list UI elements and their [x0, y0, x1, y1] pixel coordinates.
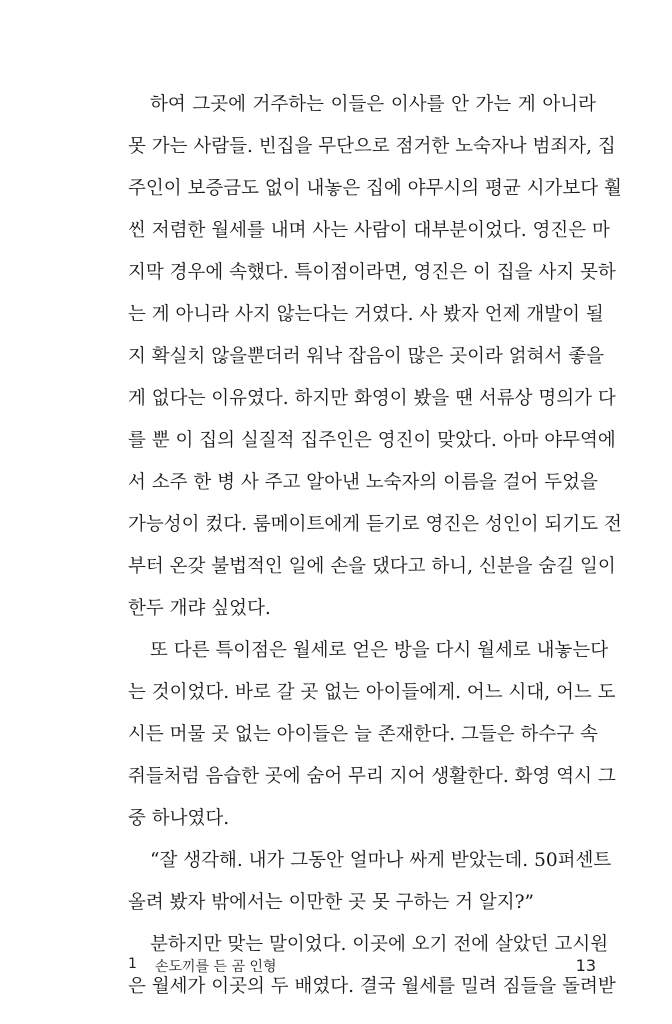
text-line: 주인이 보증금도 없이 내놓은 집에 야무시의 평균 시가보다 훨: [128, 178, 622, 199]
text-line: 지 확실치 않을뿐더러 워낙 잡음이 많은 곳이라 얽혀서 좋을: [128, 346, 604, 367]
text-line: 하여 그곳에 거주하는 이들은 이사를 안 가는 게 아니라: [150, 94, 596, 115]
text-line: 씬 저렴한 월세를 내며 사는 사람이 대부분이었다. 영진은 마: [128, 220, 610, 241]
text-line: 한두 개랴 싶었다.: [128, 598, 271, 619]
text-line: “잘 생각해. 내가 그동안 얼마나 싸게 받았는데. 50퍼센트: [150, 850, 612, 871]
chapter-number: 1: [128, 956, 137, 972]
text-line: 는 게 아니라 사지 않는다는 거였다. 사 봤자 언제 개발이 될: [128, 304, 604, 325]
text-line: 는 것이었다. 바로 갈 곳 없는 아이들에게. 어느 시대, 어느 도: [128, 682, 616, 703]
text-line: 서 소주 한 병 사 주고 알아낸 노숙자의 이름을 걸어 두었을: [128, 472, 598, 493]
body-text: [128, 88, 622, 1012]
page-footer: [128, 956, 596, 980]
text-line: 은 월세가 이곳의 두 배였다. 결국 월세를 밀려 짐들을 돌려받: [128, 976, 616, 997]
text-line: 쥐들처럼 음습한 곳에 숨어 무리 지어 생활한다. 화영 역시 그: [128, 766, 616, 787]
text-line: 지막 경우에 속했다. 특이점이라면, 영진은 이 집을 사지 못하: [128, 262, 616, 283]
chapter-title: 손도끼를 든 곰 인형: [155, 959, 277, 975]
text-line: 못 가는 사람들. 빈집을 무단으로 점거한 노숙자나 범죄자, 집: [128, 136, 616, 157]
text-line: 올려 봤자 밖에서는 이만한 곳 못 구하는 거 알지?”: [128, 892, 534, 913]
text-line: 분하지만 맞는 말이었다. 이곳에 오기 전에 살았던 고시원: [150, 934, 609, 955]
text-line: 게 없다는 이유였다. 하지만 화영이 봤을 땐 서류상 명의가 다: [128, 388, 616, 409]
text-line: 중 하나였다.: [128, 808, 230, 829]
page-number: 13: [575, 956, 596, 975]
text-line: 시든 머물 곳 없는 아이들은 늘 존재한다. 그들은 하수구 속: [128, 724, 598, 745]
text-line: 또 다른 특이점은 월세로 얻은 방을 다시 월세로 내놓는다: [150, 640, 609, 661]
text-line: 부터 온갖 불법적인 일에 손을 댔다고 하니, 신분을 숨길 일이: [128, 556, 616, 577]
text-line: 가능성이 컸다. 룸메이트에게 듣기로 영진은 성인이 되기도 전: [128, 514, 622, 535]
text-line: 를 뿐 이 집의 실질적 집주인은 영진이 맞았다. 아마 야무역에: [128, 430, 616, 451]
